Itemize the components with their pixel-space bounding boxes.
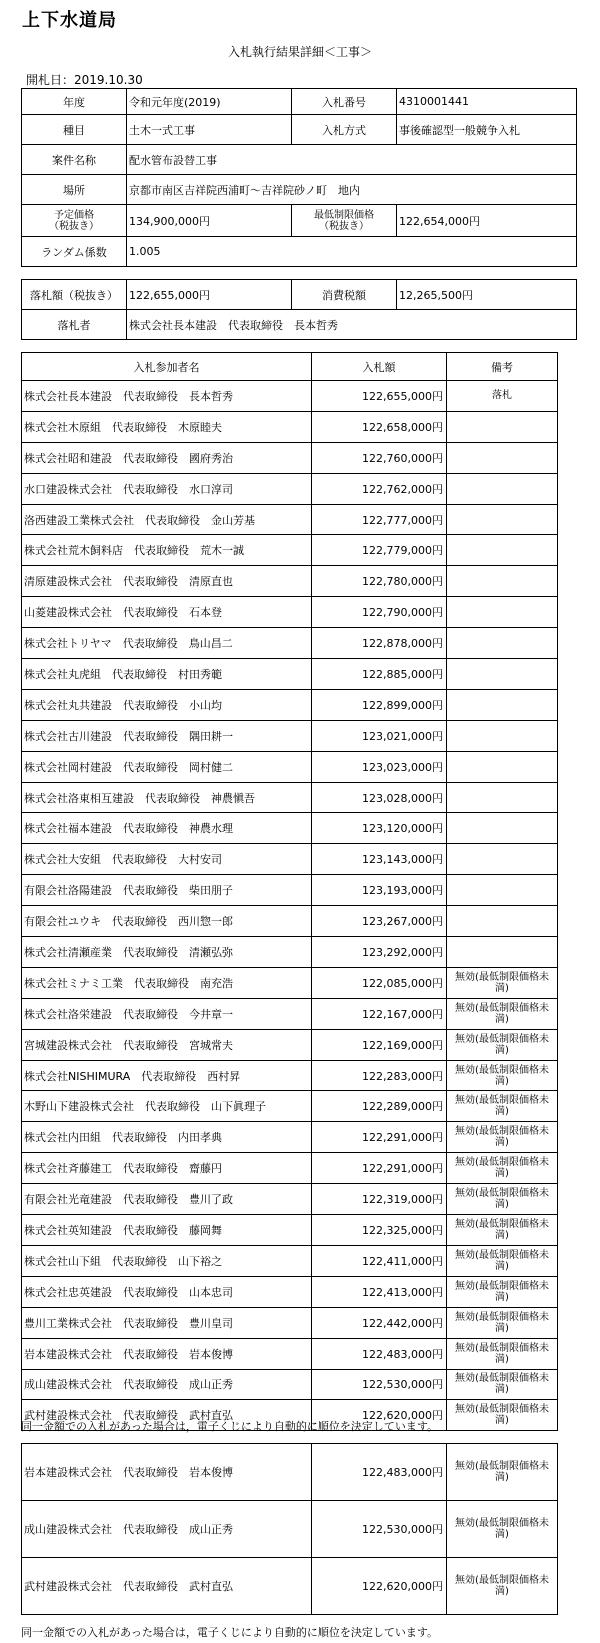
bid-note: 無効(最低制限価格未満) — [447, 1307, 558, 1338]
table-row — [22, 1091, 558, 1122]
bid-note — [447, 597, 558, 628]
participant-name: 株式会社忠英建設 代表取締役 山本忠司 — [22, 1276, 312, 1307]
table-row — [22, 720, 558, 751]
bid-note — [447, 566, 558, 597]
bid-amount: 122,291,000円 — [312, 1153, 447, 1184]
award-amount-label: 落札額（税抜き） — [22, 280, 127, 310]
bid-amount: 122,167,000円 — [312, 998, 447, 1029]
table-row — [22, 998, 558, 1029]
bid-note — [447, 689, 558, 720]
bid-note: 無効(最低制限価格未満) — [447, 1122, 558, 1153]
table-row — [22, 1444, 558, 1501]
bid-amount: 123,193,000円 — [312, 875, 447, 906]
bid-number-value: 4310001441 — [397, 89, 577, 115]
winner-value: 株式会社長本建設 代表取締役 長本哲秀 — [127, 310, 577, 340]
project-name-value: 配水管布設替工事 — [127, 145, 577, 175]
participant-name: 有限会社ユウキ 代表取締役 西川惣一郎 — [22, 906, 312, 937]
planned-price-value: 134,900,000円 — [127, 205, 292, 237]
category-label: 種目 — [22, 115, 127, 145]
participant-name: 岩本建設株式会社 代表取締役 岩本俊博 — [22, 1338, 312, 1369]
bid-amount: 122,620,000円 — [312, 1400, 447, 1431]
award-table — [21, 279, 577, 340]
bid-number-label: 入札番号 — [292, 89, 397, 115]
participant-name: 豊川工業株式会社 代表取締役 豊川皇司 — [22, 1307, 312, 1338]
participant-name: 株式会社トリヤマ 代表取締役 鳥山昌二 — [22, 628, 312, 659]
participant-name: 洛西建設工業株式会社 代表取締役 金山芳基 — [22, 504, 312, 535]
bid-note: 無効(最低制限価格未満) — [447, 1184, 558, 1215]
location-value: 京都市南区吉祥院西浦町～吉祥院砂ノ町 地内 — [127, 175, 577, 205]
participant-name: 株式会社山下組 代表取締役 山下裕之 — [22, 1245, 312, 1276]
table-row — [22, 473, 558, 504]
table-row — [22, 1184, 558, 1215]
bid-note: 無効(最低制限価格未満) — [447, 1060, 558, 1091]
table-row — [22, 566, 558, 597]
table-row — [22, 782, 558, 813]
category-value: 土木一式工事 — [127, 115, 292, 145]
participant-name: 宮城建設株式会社 代表取締役 宮城常夫 — [22, 1029, 312, 1060]
bid-amount: 122,483,000円 — [312, 1338, 447, 1369]
bid-amount: 123,021,000円 — [312, 720, 447, 751]
bid-amount: 123,120,000円 — [312, 813, 447, 844]
min-price-label — [292, 205, 397, 237]
bid-amount: 122,530,000円 — [312, 1369, 447, 1400]
participant-name: 有限会社光竜建設 代表取締役 豊川了政 — [22, 1184, 312, 1215]
table-row — [22, 659, 558, 690]
table-row — [22, 937, 558, 968]
bid-amount: 122,291,000円 — [312, 1122, 447, 1153]
table-row — [22, 535, 558, 566]
bid-amount: 123,028,000円 — [312, 782, 447, 813]
bid-amount: 122,790,000円 — [312, 597, 447, 628]
bid-amount: 122,325,000円 — [312, 1215, 447, 1246]
bid-note: 無効(最低制限価格未満) — [447, 1338, 558, 1369]
participant-name: 株式会社清瀬産業 代表取締役 清瀬弘弥 — [22, 937, 312, 968]
bid-amount: 122,483,000円 — [312, 1444, 447, 1501]
participant-name: 成山建設株式会社 代表取締役 成山正秀 — [22, 1369, 312, 1400]
bid-note — [447, 937, 558, 968]
bid-note: 無効(最低制限価格未満) — [447, 1501, 558, 1558]
bid-amount: 122,779,000円 — [312, 535, 447, 566]
participant-name: 武村建設株式会社 代表取締役 武村直弘 — [22, 1400, 312, 1431]
bid-note: 落札 — [447, 381, 558, 412]
bid-note: 無効(最低制限価格未満) — [447, 1153, 558, 1184]
participant-name: 株式会社洛東相互建設 代表取締役 神農愼吾 — [22, 782, 312, 813]
bid-note — [447, 844, 558, 875]
participant-name: 株式会社岡村建設 代表取締役 岡村健二 — [22, 751, 312, 782]
bid-amount: 122,777,000円 — [312, 504, 447, 535]
table-row — [22, 381, 558, 412]
planned-price-label-line2: （税抜き） — [49, 220, 99, 232]
col-header-participant: 入札参加者名 — [22, 353, 312, 381]
bid-amount: 122,762,000円 — [312, 473, 447, 504]
random-factor-value: 1.005 — [127, 237, 577, 267]
bid-amount: 122,169,000円 — [312, 1029, 447, 1060]
participant-name: 株式会社丸虎組 代表取締役 村田秀範 — [22, 659, 312, 690]
table-row — [22, 1122, 558, 1153]
participant-name: 株式会社斉藤建工 代表取締役 齋藤円 — [22, 1153, 312, 1184]
table-row — [22, 1307, 558, 1338]
bid-note: 無効(最低制限価格未満) — [447, 1091, 558, 1122]
bid-note: 無効(最低制限価格未満) — [447, 1276, 558, 1307]
bid-note: 無効(最低制限価格未満) — [447, 1369, 558, 1400]
bid-note — [447, 875, 558, 906]
bid-amount: 123,292,000円 — [312, 937, 447, 968]
table-row — [22, 875, 558, 906]
random-factor-label: ランダム係数 — [22, 237, 127, 267]
organization-name: 上下水道局 — [22, 10, 117, 31]
table-row — [22, 813, 558, 844]
tax-value: 12,265,500円 — [397, 280, 577, 310]
year-value: 令和元年度(2019) — [127, 89, 292, 115]
min-price-label-line1: 最低制限価格 — [314, 209, 374, 221]
participant-name: 株式会社荒木飼料店 代表取締役 荒木一誠 — [22, 535, 312, 566]
participant-name: 株式会社大安組 代表取締役 大村安司 — [22, 844, 312, 875]
bid-note — [447, 535, 558, 566]
participant-name: 株式会社英知建設 代表取締役 藤岡舞 — [22, 1215, 312, 1246]
bid-note — [447, 906, 558, 937]
participant-name: 株式会社昭和建設 代表取締役 國府秀治 — [22, 442, 312, 473]
bid-amount: 122,085,000円 — [312, 967, 447, 998]
bid-note: 無効(最低制限価格未満) — [447, 1400, 558, 1431]
participant-name: 木野山下建設株式会社 代表取締役 山下眞理子 — [22, 1091, 312, 1122]
col-header-note: 備考 — [447, 353, 558, 381]
winner-label: 落札者 — [22, 310, 127, 340]
table-row — [22, 967, 558, 998]
participant-name: 株式会社洛栄建設 代表取締役 今井章一 — [22, 998, 312, 1029]
bid-amount: 122,530,000円 — [312, 1501, 447, 1558]
bid-amount: 122,620,000円 — [312, 1558, 447, 1615]
table-row — [22, 751, 558, 782]
table-row — [22, 1338, 558, 1369]
table-row — [22, 689, 558, 720]
bid-amount: 122,319,000円 — [312, 1184, 447, 1215]
bid-amount: 122,885,000円 — [312, 659, 447, 690]
participant-name: 山菱建設株式会社 代表取締役 石本登 — [22, 597, 312, 628]
table-row — [22, 1029, 558, 1060]
bids-table — [21, 352, 558, 1431]
table-row — [22, 1245, 558, 1276]
bid-note — [447, 751, 558, 782]
page-title: 入札執行結果詳細＜工事＞ — [227, 45, 372, 59]
table-row — [22, 1558, 558, 1615]
participant-name: 岩本建設株式会社 代表取締役 岩本俊博 — [22, 1444, 312, 1501]
bid-amount: 123,267,000円 — [312, 906, 447, 937]
participant-name: 株式会社福本建設 代表取締役 神農水理 — [22, 813, 312, 844]
table-row — [22, 906, 558, 937]
participant-name: 株式会社内田組 代表取締役 内田孝典 — [22, 1122, 312, 1153]
bid-note: 無効(最低制限価格未満) — [447, 998, 558, 1029]
project-name-label: 案件名称 — [22, 145, 127, 175]
bid-note — [447, 411, 558, 442]
participant-name: 水口建設株式会社 代表取締役 水口淳司 — [22, 473, 312, 504]
bid-note: 無効(最低制限価格未満) — [447, 1029, 558, 1060]
participant-name: 武村建設株式会社 代表取締役 武村直弘 — [22, 1558, 312, 1615]
bid-amount: 123,143,000円 — [312, 844, 447, 875]
footnote-lottery: 同一金額での入札があった場合は，電子くじにより自動的に順位を決定しています。 — [21, 1420, 439, 1433]
bid-method-value: 事後確認型一般競争入札 — [397, 115, 577, 145]
bid-amount: 122,442,000円 — [312, 1307, 447, 1338]
participant-name: 株式会社NISHIMURA 代表取締役 西村昇 — [22, 1060, 312, 1091]
bid-amount: 122,655,000円 — [312, 381, 447, 412]
participant-name: 株式会社長本建設 代表取締役 長本哲秀 — [22, 381, 312, 412]
bid-amount: 122,413,000円 — [312, 1276, 447, 1307]
bid-note: 無効(最低制限価格未満) — [447, 1215, 558, 1246]
year-label: 年度 — [22, 89, 127, 115]
bid-note — [447, 504, 558, 535]
min-price-label-line2: （税抜き） — [319, 220, 369, 232]
bid-note — [447, 813, 558, 844]
table-row — [22, 628, 558, 659]
bid-amount: 122,878,000円 — [312, 628, 447, 659]
participant-name: 有限会社洛陽建設 代表取締役 柴田朋子 — [22, 875, 312, 906]
table-row — [22, 1060, 558, 1091]
bid-note: 無効(最低制限価格未満) — [447, 1245, 558, 1276]
award-amount-value: 122,655,000円 — [127, 280, 292, 310]
bid-note — [447, 782, 558, 813]
min-price-value: 122,654,000円 — [397, 205, 577, 237]
bid-note — [447, 659, 558, 690]
participant-name: 株式会社ミナミ工業 代表取締役 南充浩 — [22, 967, 312, 998]
participant-name: 清原建設株式会社 代表取締役 清原直也 — [22, 566, 312, 597]
table-row — [22, 411, 558, 442]
participant-name: 株式会社丸共建設 代表取締役 小山均 — [22, 689, 312, 720]
table-row — [22, 1276, 558, 1307]
location-label: 場所 — [22, 175, 127, 205]
table-row — [22, 1153, 558, 1184]
participant-name: 株式会社古川建設 代表取締役 隅田耕一 — [22, 720, 312, 751]
bid-note — [447, 628, 558, 659]
bid-method-label: 入札方式 — [292, 115, 397, 145]
bid-note — [447, 720, 558, 751]
bid-note: 無効(最低制限価格未満) — [447, 1444, 558, 1501]
table-row — [22, 504, 558, 535]
bid-amount: 122,289,000円 — [312, 1091, 447, 1122]
info-table — [21, 88, 577, 267]
participant-name: 株式会社木原組 代表取締役 木原睦夫 — [22, 411, 312, 442]
table-row — [22, 597, 558, 628]
planned-price-label-line1: 予定価格 — [54, 209, 94, 221]
extra-bids-table — [21, 1443, 558, 1615]
footnote-lottery-2: 同一金額での入札があった場合は，電子くじにより自動的に順位を決定しています。 — [21, 1626, 439, 1639]
table-row — [22, 1215, 558, 1246]
bid-amount: 122,658,000円 — [312, 411, 447, 442]
table-row — [22, 1369, 558, 1400]
bid-amount: 122,411,000円 — [312, 1245, 447, 1276]
planned-price-label — [22, 205, 127, 237]
bid-amount: 122,283,000円 — [312, 1060, 447, 1091]
bid-note: 無効(最低制限価格未満) — [447, 1558, 558, 1615]
col-header-amount: 入札額 — [312, 353, 447, 381]
table-row — [22, 442, 558, 473]
table-row — [22, 1501, 558, 1558]
bid-note: 無効(最低制限価格未満) — [447, 967, 558, 998]
bid-note — [447, 442, 558, 473]
bid-amount: 122,760,000円 — [312, 442, 447, 473]
opening-date: 開札日：2019.10.30 — [26, 73, 143, 87]
bid-amount: 123,023,000円 — [312, 751, 447, 782]
bid-amount: 122,780,000円 — [312, 566, 447, 597]
tax-label: 消費税額 — [292, 280, 397, 310]
bid-note — [447, 473, 558, 504]
participant-name: 成山建設株式会社 代表取締役 成山正秀 — [22, 1501, 312, 1558]
table-row — [22, 844, 558, 875]
bid-amount: 122,899,000円 — [312, 689, 447, 720]
